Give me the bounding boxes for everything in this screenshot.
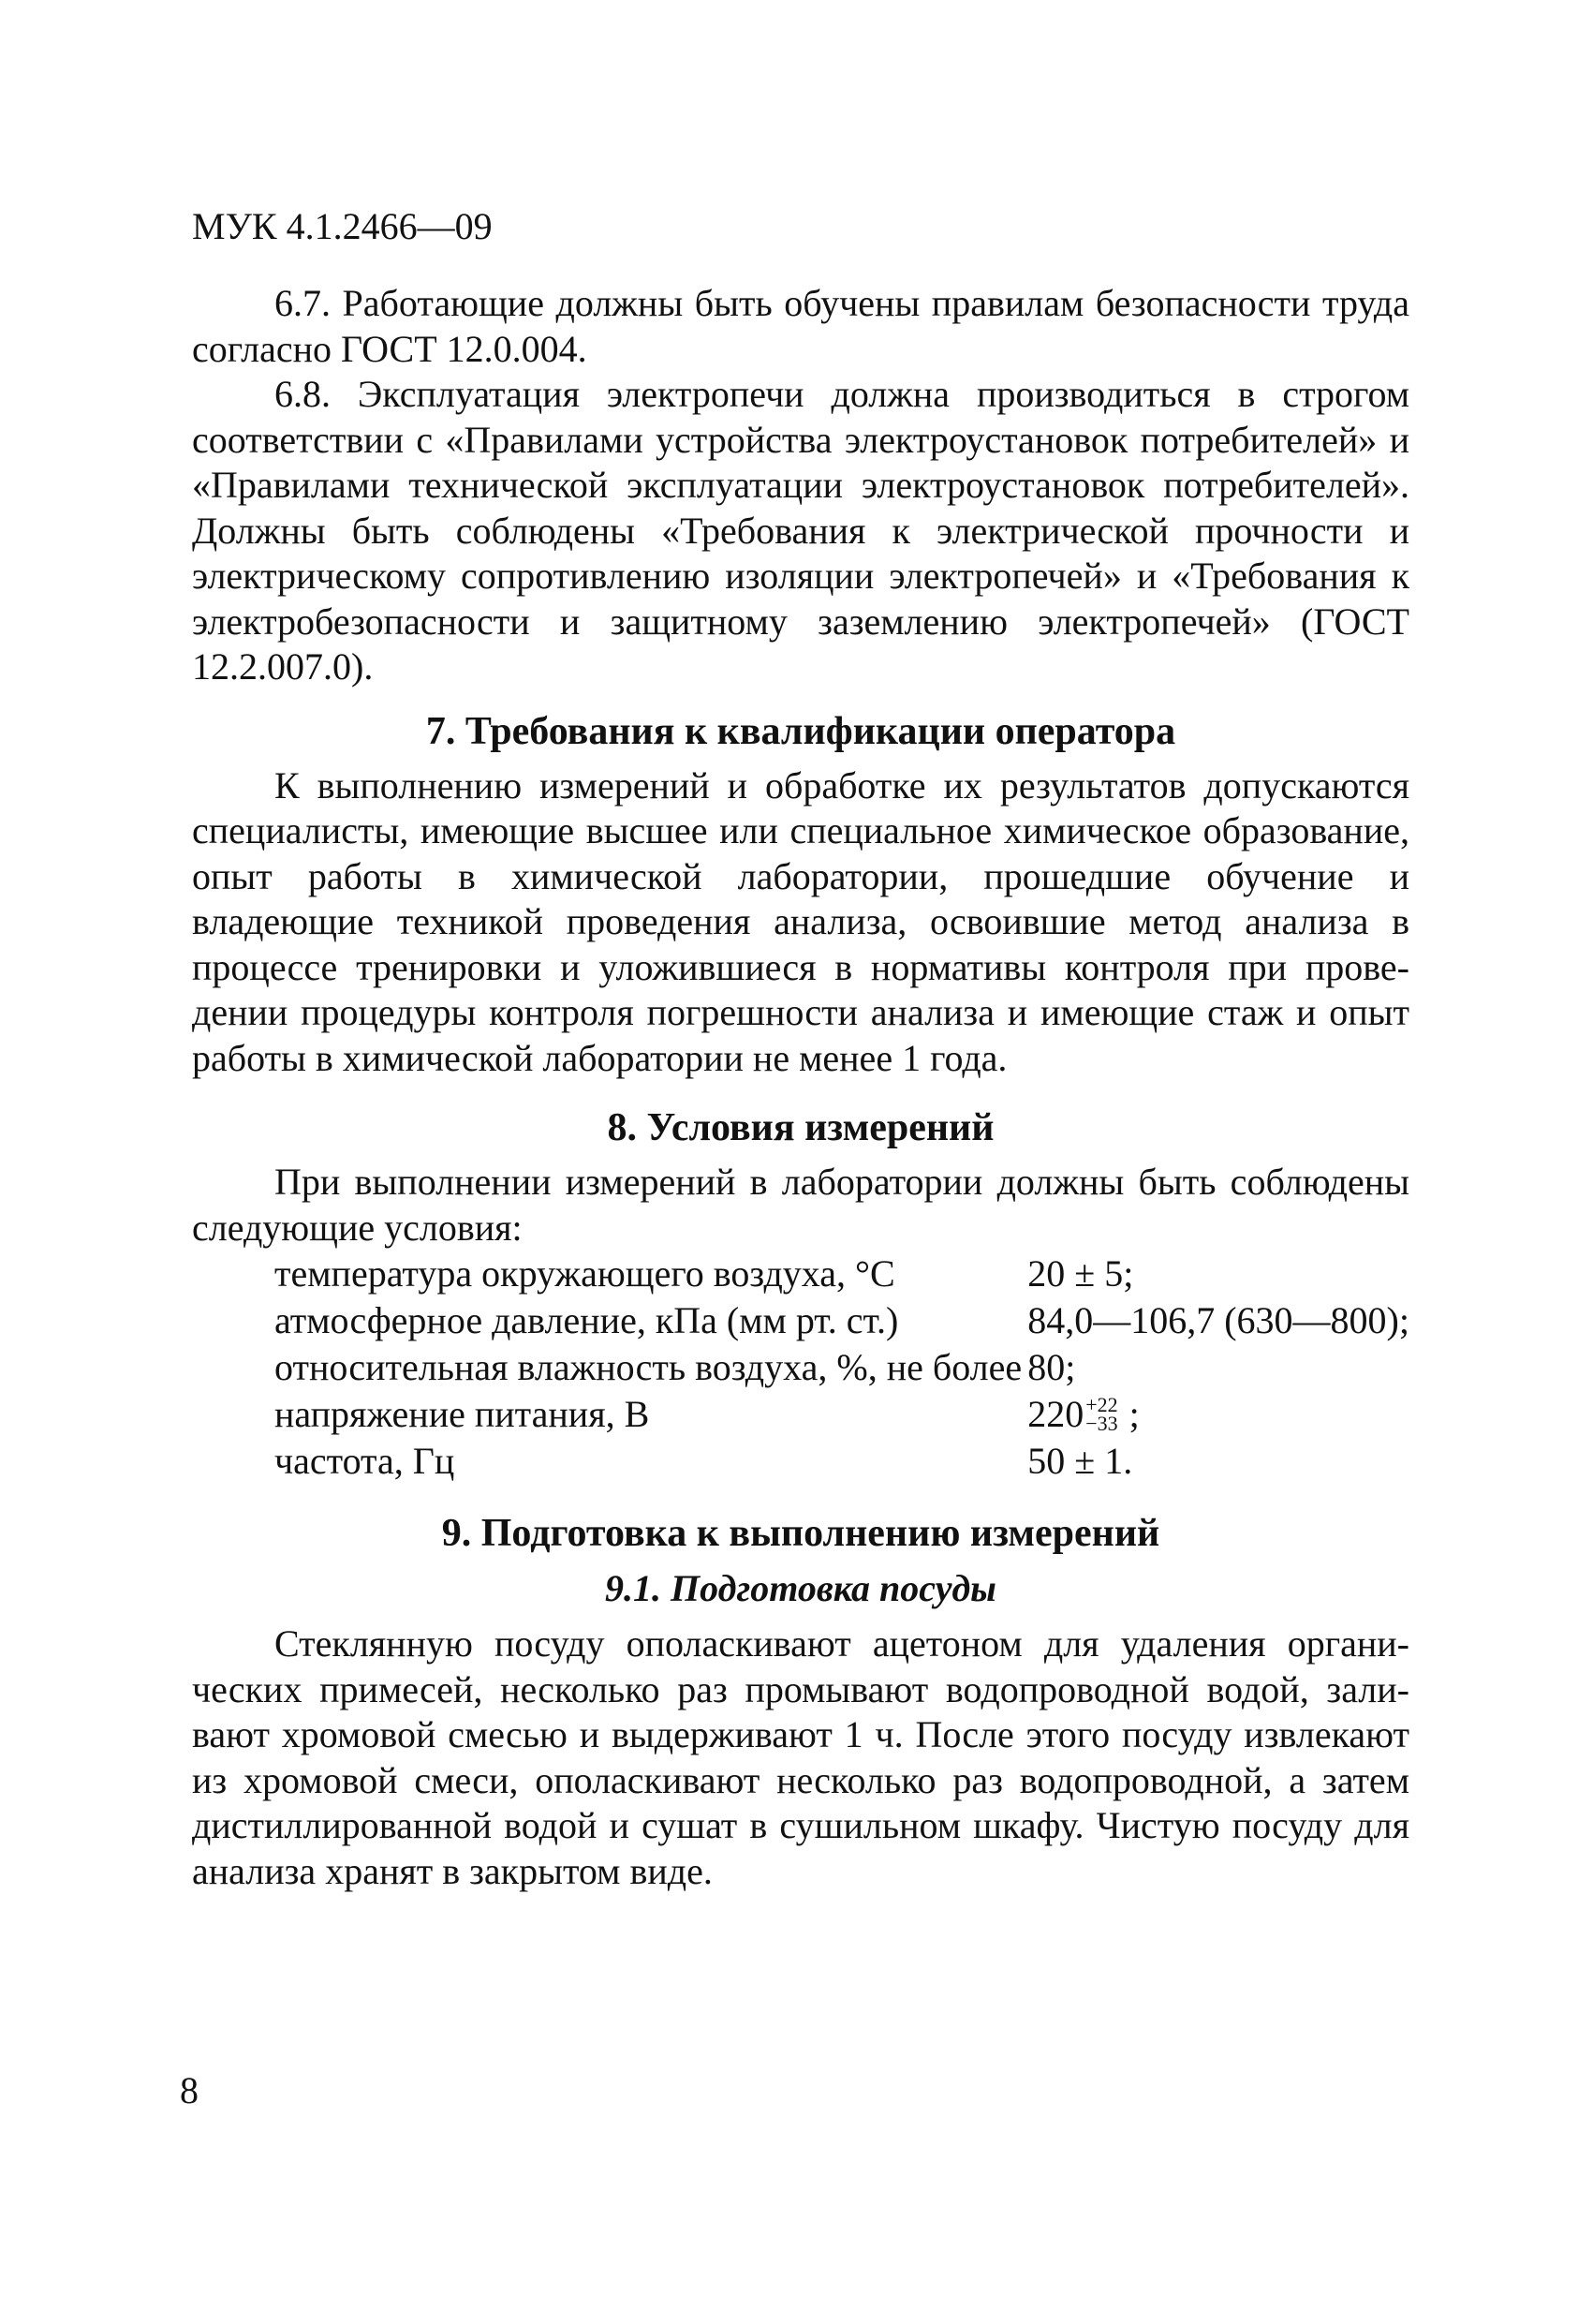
document-code: МУК 4.1.2466—09 [192, 205, 493, 247]
condition-row [274, 1438, 1409, 1485]
condition-value [1027, 1391, 1409, 1438]
section-8-title: 8. Условия измерений [607, 1106, 995, 1149]
condition-value: 84,0—106,7 (630—800); [1027, 1299, 1409, 1341]
page-content [192, 281, 1409, 1894]
section-8-intro: При выполнении измерений в лаборатории должны быть соблюдены следующие условия: [192, 1161, 1409, 1249]
condition-name: частота, Гц [274, 1440, 455, 1482]
conditions-table [274, 1251, 1409, 1485]
page-number: 8 [180, 2069, 199, 2111]
voltage-tolerance [1085, 1392, 1118, 1435]
section-7-text: К выполнению измерений и обработке их результатов допускаются специалисты, имеющие высшее или специальное химическое образование, опыт работы в химической лаборатории, прошедшие обучение и владеющие техникой проведения анализа, освоившие метод анализа в процессе тренировки и уложившиеся в нормативы контроля при проведении процедуры контроля погрешности анализа и имеющие стаж и опыт работы в химической лаборатории не менее 1 года. [192, 763, 1409, 1079]
subsection-9-1-title: 9.1. Подготовка посуды [605, 1567, 996, 1609]
condition-name: температура окружающего воздуха, °С [274, 1252, 895, 1295]
condition-value: 80; [1027, 1346, 1076, 1388]
condition-row [274, 1297, 1409, 1344]
condition-value: 20 ± 5; [1027, 1252, 1134, 1295]
condition-name: атмосферное давление, кПа (мм рт. ст.) [274, 1299, 899, 1341]
condition-row [274, 1344, 1409, 1391]
condition-name: относительная влажность воздуха, %, не более [274, 1346, 1023, 1388]
subsection-9-1-text: Стеклянную посуду ополаскивают ацетоном для удаления органических примесей, несколько раз промывают водопроводной водой, заливают хромовой смесью и выдерживают 1 ч. После этого посуду извлекают из хромовой смеси, ополаскивают несколько раз водопроводной, а затем дистиллированной водой и сушат в сушильном шкафу. Чистую посуду для анализа хранят в закрытом виде. [192, 1622, 1409, 1892]
condition-row [274, 1391, 1409, 1438]
voltage-base: 220 [1027, 1393, 1084, 1435]
condition-value: 50 ± 1. [1027, 1440, 1133, 1482]
section-7-title: 7. Требования к квалификации оператора [425, 709, 1176, 753]
paragraph-6-7: 6.7. Работающие должны быть обучены правилам безопасности труда согласно ГОСТ 12.0.004. [192, 282, 1409, 370]
section-9-title: 9. Подготовка к выполнению измерений [441, 1512, 1160, 1555]
condition-row [274, 1251, 1409, 1297]
paragraph-6-8: 6.8. Эксплуатация электропечи должна производиться в строгом соответствии с «Правилами устройства электроустановок потребителей» и «Правилами технической эксплуатации электроустановок потребителей». Должны быть соблюдены «Требования к электрической прочности и электрическому сопротивлению изоляции электропечей» и «Требования к электробезопасности и защитному заземлению электропечей» (ГОСТ 12.2.007.0). [192, 373, 1409, 688]
voltage-tolerance-plus: +22 [1085, 1392, 1118, 1416]
condition-name: напряжение питания, В [274, 1393, 650, 1435]
voltage-tolerance-minus: −33 [1085, 1411, 1118, 1435]
voltage-tail: ; [1119, 1393, 1140, 1435]
